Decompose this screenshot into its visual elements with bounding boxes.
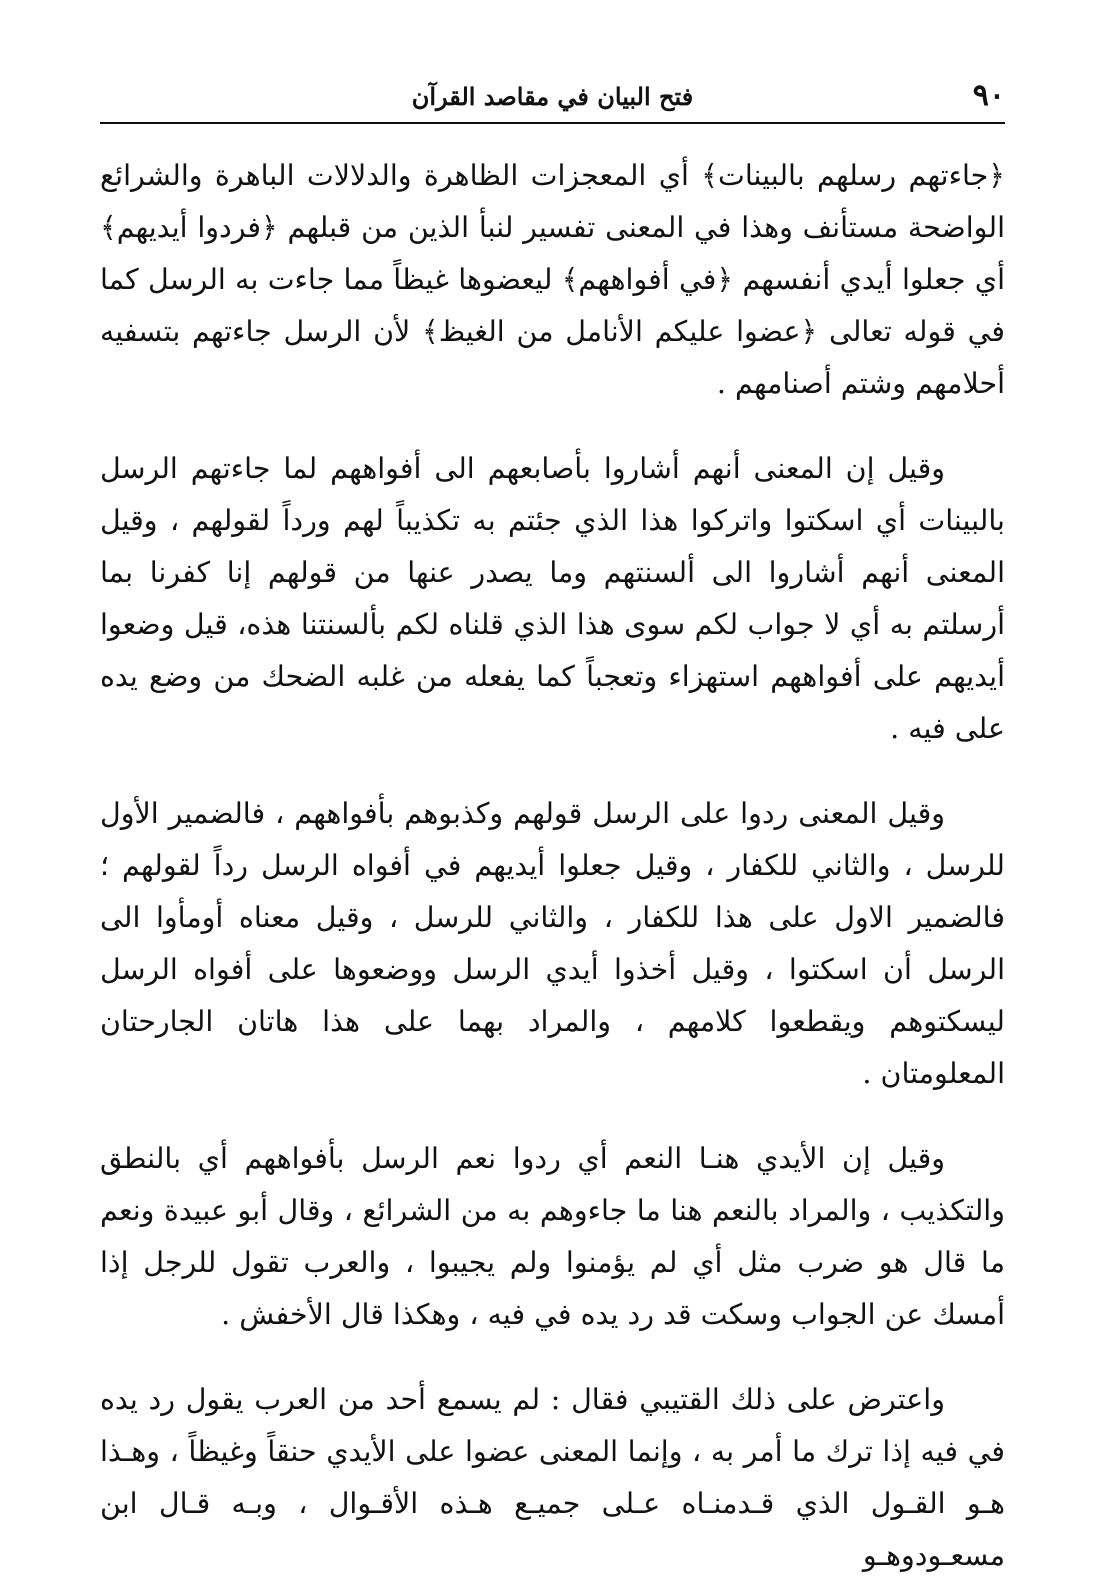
book-title: فتح البيان في مقاصد القرآن — [411, 82, 694, 111]
running-header — [100, 78, 1005, 120]
paragraph-4: وقيل إن الأيدي هنـا النعم أي ردوا نعم الرسل بأفواههم أي بالنطق والتكذيب ، والمراد بالنعم هنا ما جاءوهم به من الشرائع ، وقال أبو عبيدة ونعم ما قال هو ضرب مثل أي لم يؤمنوا ولم يجيبوا ، والعرب تقول للرجل إذا أمسك عن الجواب وسكت قد رد يده في فيه ، وهكذا قال الأخفش . — [100, 1142, 1005, 1331]
paragraph-1: ﴿جاءتهم رسلهم بالبينات﴾ أي المعجزات الظاهرة والدلالات الباهرة والشرائع الواضحة مستأنف وهذا في المعنى تفسير لنبأ الذين من قبلهم ﴿فردوا أيديهم﴾ أي جعلوا أيدي أنفسهم ﴿في أفواههم﴾ ليعضوها غيظاً مما جاءت به الرسل كما في قوله تعالى ﴿عضوا عليكم الأنامل من الغيظ﴾ لأن الرسل جاءتهم بتسفيه أحلامهم وشتم أصنامهم . — [100, 159, 1005, 400]
paragraph-2: وقيل إن المعنى أنهم أشاروا بأصابعهم الى أفواههم لما جاءتهم الرسل بالبينات أي اسكتوا واتركوا هذا الذي جئتم به تكذيباً لهم ورداً لقولهم ، وقيل المعنى أنهم أشاروا الى ألسنتهم وما يصدر عنها من قولهم إنا كفرنا بما أرسلتم به أي لا جواب لكم سوى هذا الذي قلناه لكم بألسنتنا هذه، قيل وضعوا أيديهم على أفواههم استهزاء وتعجباً كما يفعله من غلبه الضحك من وضع يده على فيه . — [100, 452, 1005, 745]
header-divider — [100, 122, 1005, 124]
paragraph-5: واعترض على ذلك القتيبي فقال : لم يسمع أحد من العرب يقول رد يده في فيه إذا ترك ما أمر به ، وإنما المعنى عضوا على الأيدي حنقاً وغيظاً ، وهـذا هـو القـول الذي قـدمنـاه عـلى جميـع هـذه الأقـوال ، وبـه قـال ابن مسعـودوهـو — [100, 1383, 1005, 1572]
paragraph-3: وقيل المعنى ردوا على الرسل قولهم وكذبوهم بأفواههم ، فالضمير الأول للرسل ، والثاني للكفار ، وقيل جعلوا أيديهم في أفواه الرسل رداً لقولهم ؛ فالضمير الاول على هذا للكفار ، والثاني للرسل ، وقيل معناه أومأوا الى الرسل أن اسكتوا ، وقيل أخذوا أيدي الرسل ووضعوها على أفواه الرسل ليسكتوهم ويقطعوا كلامهم ، والمراد بهما على هذا هاتان الجارحتان المعلومتان . — [100, 797, 1005, 1090]
body-text — [100, 150, 1005, 1582]
page-number: ٩٠ — [972, 78, 1005, 113]
document-page — [100, 70, 1005, 1572]
